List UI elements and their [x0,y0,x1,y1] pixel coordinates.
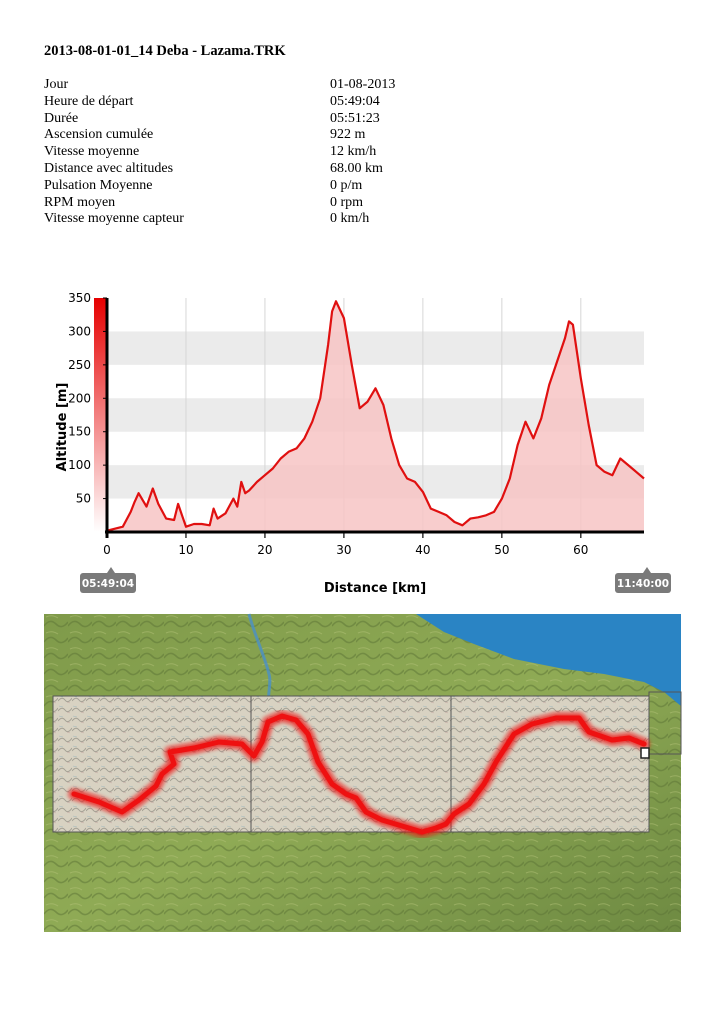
stat-label: Jour [44,77,69,92]
document-title: 2013-08-01-01_14 Deba - Lazama.TRK [44,43,286,59]
y-tick-label: 350 [68,291,91,305]
route-map[interactable] [44,614,681,932]
stat-row-distance [44,161,395,178]
end-marker-icon[interactable] [641,748,649,758]
stat-label: RPM moyen [44,194,116,210]
topo-tile-1 [53,696,251,832]
stat-value: 0 p/m [330,177,363,193]
stat-value: 0 rpm [330,194,364,210]
stat-value: 05:51:23 [330,110,380,126]
stat-row-vitesse-capteur [44,211,395,228]
stat-value: 0 km/h [330,211,370,227]
stat-value: 68.00 km [330,160,383,176]
stat-row-rpm [44,195,395,212]
y-tick-label: 100 [68,458,91,473]
stat-label: Vitesse moyenne [44,144,140,160]
x-tick-label: 60 [573,543,589,557]
stat-row-ascension [44,127,395,144]
y-tick-label: 300 [68,324,91,339]
stats-table [44,77,395,228]
stat-label: Distance avec altitudes [44,160,174,176]
y-axis-label: Altitude [m] [55,382,70,472]
stat-label: Durée [44,110,79,126]
stat-value: 922 m [330,127,366,143]
y-tick-label: 250 [68,357,91,372]
stat-value: 05:49:04 [330,93,380,109]
x-tick-label: 40 [415,543,431,557]
x-tick-label: 10 [178,543,194,557]
stat-row-vitesse-moyenne [44,144,395,161]
end-time-badge [615,567,671,593]
y-tick-label: 150 [68,424,91,439]
elevation-profile-chart [40,287,670,607]
x-axis-label: Distance [km] [323,581,427,596]
stat-value: 12 km/h [330,144,377,160]
x-tick-label: 50 [494,543,510,557]
start-time-label: 05:49:04 [81,578,135,590]
stat-label: Heure de départ [44,93,134,109]
start-time-badge [80,567,136,593]
stat-label: Pulsation Moyenne [44,177,153,193]
altitude-gradient-bar [94,298,107,532]
x-tick-label: 20 [257,543,273,557]
stat-row-pulsation [44,178,395,195]
stat-label: Ascension cumulée [44,127,154,143]
end-time-label: 11:40:00 [616,578,670,590]
y-tick-label: 200 [68,391,91,406]
x-tick-label: 0 [103,543,111,557]
stat-row-heure-depart [44,94,395,111]
stat-value: 01-08-2013 [330,77,396,92]
stat-row-jour [44,77,395,94]
x-axis-ticks [103,532,588,557]
y-tick-label: 50 [75,491,91,506]
stat-label: Vitesse moyenne capteur [44,211,184,227]
x-tick-label: 30 [336,543,352,557]
stat-row-duree [44,111,395,128]
